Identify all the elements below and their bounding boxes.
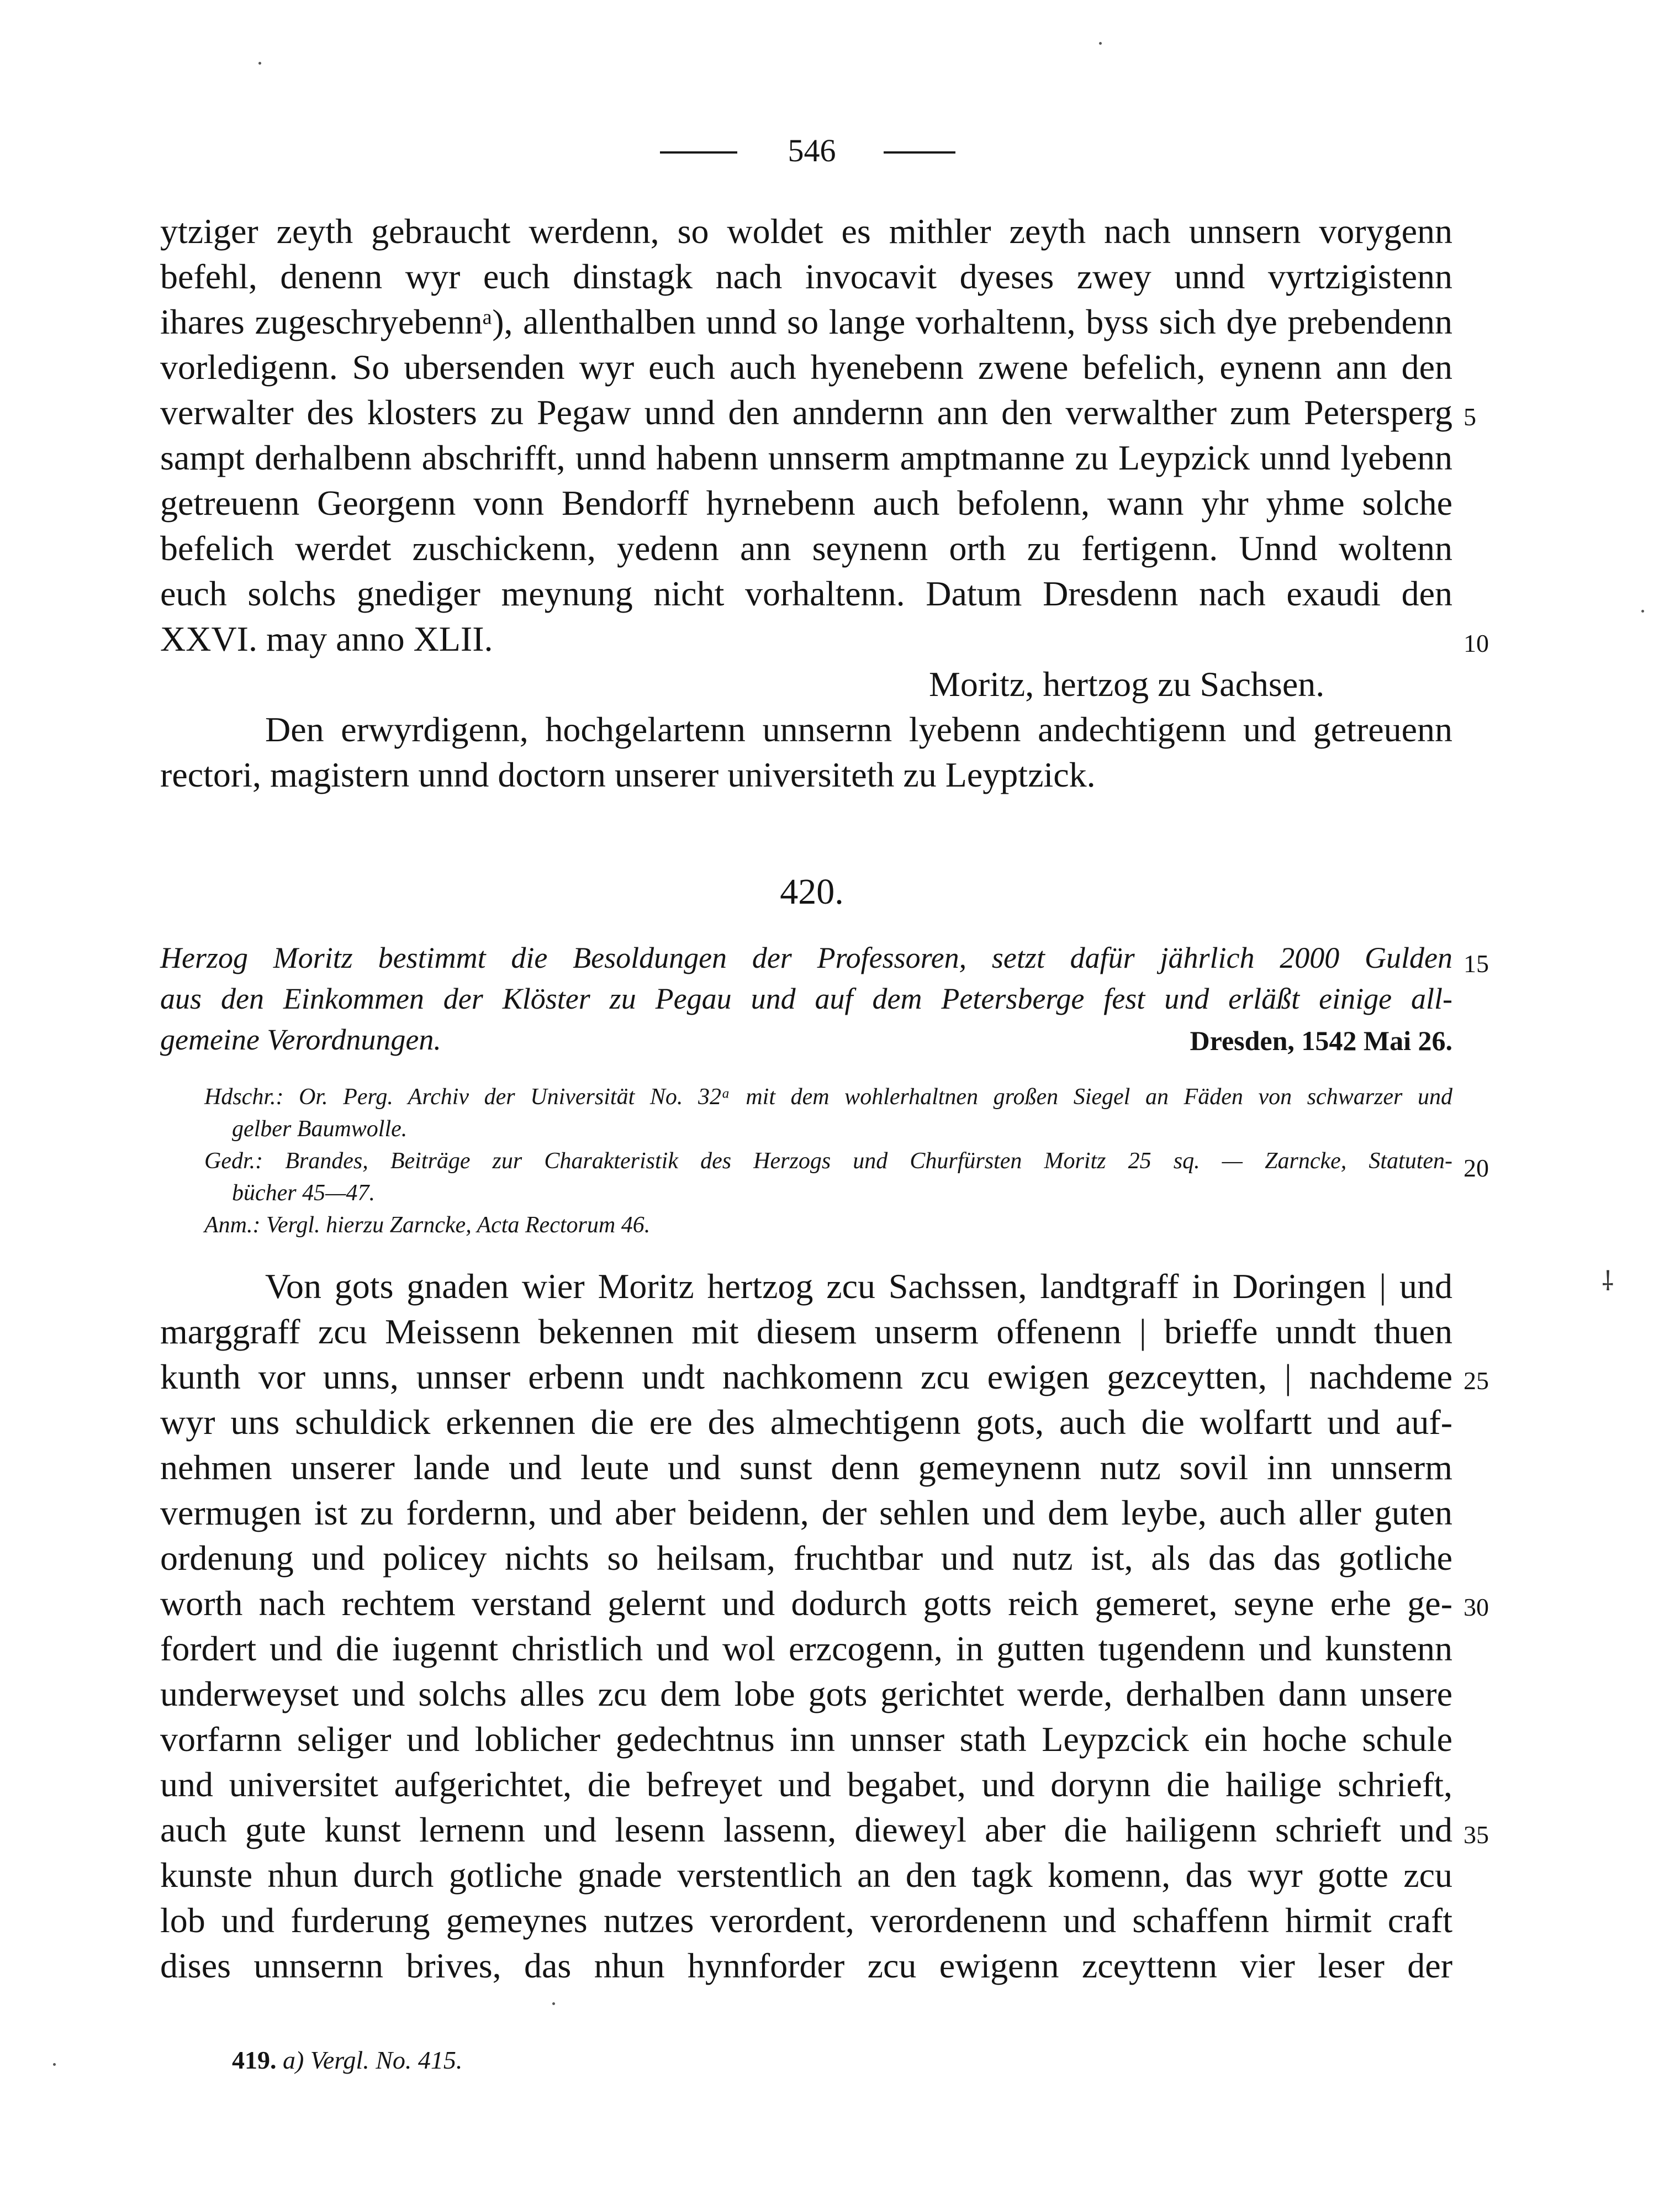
margin-mark-icon: ⸸ [1602, 1266, 1614, 1297]
continuation-line: euch solchs gnediger meynung nicht vorhaltenn. Datum Dresdenn nach exaudi den [160, 574, 1452, 613]
footnote [232, 2044, 462, 2077]
address-line: Den erwyrdigenn, hochgelartenn unnsernn lyebenn andechtigenn und getreuenn [265, 710, 1452, 749]
body-line: Von gots gnaden wier Moritz hertzog zcu Sachssen, landtgraff in Doringen | und [265, 1267, 1452, 1306]
scan-speck-icon [552, 2002, 555, 2005]
scan-speck-icon [1099, 42, 1102, 45]
continuation-line: vorledigenn. So ubersenden wyr euch auch hyenebenn zwene befelich, eynenn ann den [160, 347, 1452, 387]
line-number-20: 20 [1464, 1154, 1489, 1182]
note-gedr-cont: bücher 45—47. [232, 1180, 375, 1206]
note-gedr: Gedr.: Brandes, Beiträge zur Charakteristik des Herzogs und Churfürsten Moritz 25 sq. — Zarncke, Statuten- [204, 1148, 1452, 1174]
continuation-line: befelich werdet zuschickenn, yedenn ann seynenn orth zu fertigenn. Unnd woltenn [160, 529, 1452, 568]
body-line: nehmen unserer lande und leute und sunst denn gemeynenn nutz sovil inn unnserm [160, 1448, 1452, 1487]
body-line: und universitet aufgerichtet, die befreyet und begabet, und dorynn die hailige schrieft, [160, 1765, 1452, 1804]
footnote-text: a) Vergl. No. 415. [283, 2046, 463, 2074]
scan-speck-icon [53, 2063, 56, 2066]
continuation-line: sampt derhalbenn abschrifft, unnd habenn unnserm amptmanne zu Leypzick unnd lyebenn [160, 438, 1452, 477]
summary-line: gemeine Verordnungen. [160, 1023, 441, 1056]
note-hdschr-cont: gelber Baumwolle. [232, 1116, 408, 1142]
note-anm: Anm.: Vergl. hierzu Zarncke, Acta Rectorum 46. [204, 1212, 651, 1238]
line-number-5: 5 [1464, 403, 1476, 431]
body-line: kunste nhun durch gotliche gnade verstentlich an den tagk komenn, das wyr gotte zcu [160, 1855, 1452, 1895]
continuation-line: getreuenn Georgenn vonn Bendorff hyrnebenn auch befolenn, wann yhr yhme solche [160, 483, 1452, 523]
document-number: 420. [780, 872, 844, 912]
body-line: auch gute kunst lernenn und lesenn lassenn, dieweyl aber die hailigenn schrieft und [160, 1810, 1452, 1849]
body-line: worth nach rechtem verstand gelernt und dodurch gotts reich gemeret, seyne erhe ge- [160, 1584, 1452, 1623]
continuation-line: ytziger zeyth gebraucht werdenn, so woldet es mithler zeyth nach unnsern vorygenn [160, 212, 1452, 251]
body-line: vermugen ist zu fordernn, und aber beidenn, der sehlen und dem leybe, auch aller guten [160, 1493, 1452, 1532]
line-number-35: 35 [1464, 1821, 1489, 1849]
body-line: kunth vor unns, unnser erbenn undt nachkomenn zcu ewigen gezceytten, | nachdeme [160, 1357, 1452, 1396]
body-line: vorfarnn seliger und loblicher gedechtnus inn unnser stath Leypzcick ein hoche schule [160, 1719, 1452, 1759]
line-number-30: 30 [1464, 1593, 1489, 1621]
line-number-10: 10 [1464, 629, 1489, 657]
line-number-25: 25 [1464, 1367, 1489, 1395]
scan-speck-icon [1641, 610, 1644, 613]
header-rule-right [884, 151, 955, 154]
body-line: ordenung und policey nichts so heilsam, fruchtbar und nutz ist, als das das gotliche [160, 1538, 1452, 1578]
continuation-line: befehl, denenn wyr euch dinstagk nach invocavit dyeses zwey unnd vyrtzigistenn [160, 257, 1452, 296]
summary-line: aus den Einkommen der Klöster zu Pegau und auf dem Petersberge fest und erläßt einige all- [160, 982, 1452, 1015]
footnote-number: 419. [232, 2046, 277, 2074]
continuation-line: verwalter des klosters zu Pegaw unnd den anndernn ann den verwalther zum Petersperg [160, 393, 1452, 432]
body-line: lob und furderung gemeynes nutzes verordent, verordenenn und schaffenn hirmit craft [160, 1901, 1452, 1940]
signature: Moritz, hertzog zu Sachsen. [929, 664, 1325, 704]
header-rule-left [660, 151, 737, 154]
body-line: wyr uns schuldick erkennen die ere des almechtigenn gots, auch die wolfartt und auf- [160, 1402, 1452, 1442]
date-place: Dresden, 1542 Mai 26. [1190, 1025, 1452, 1056]
body-line: marggraff zcu Meissenn bekennen mit diesem unserm offenenn | brieffe unndt thuen [160, 1312, 1452, 1351]
page-number: 546 [788, 133, 836, 168]
summary-line: Herzog Moritz bestimmt die Besoldungen der Professoren, setzt dafür jährlich 2000 Gulden [160, 941, 1452, 974]
address-line: rectori, magistern unnd doctorn unserer universiteth zu Leyptzick. [160, 755, 1096, 794]
line-number-15: 15 [1464, 950, 1489, 978]
body-line: underweyset und solchs alles zcu dem lobe gots gerichtet werde, derhalben dann unsere [160, 1674, 1452, 1713]
body-line: dises unnsernn brives, das nhun hynnforder zcu ewigenn zceyttenn vier leser der [160, 1946, 1452, 1985]
body-line: fordert und die iugennt christlich und wol erzcogenn, in gutten tugendenn und kunstenn [160, 1629, 1452, 1668]
continuation-line: XXVI. may anno XLII. [160, 619, 493, 658]
page-header [0, 131, 1680, 170]
continuation-line: ihares zugeschryebennᵃ), allenthalben unnd so lange vorhaltenn, byss sich dye prebendenn [160, 302, 1452, 341]
scan-speck-icon [258, 62, 261, 65]
note-hdschr: Hdschr.: Or. Perg. Archiv der Universität No. 32ᵃ mit dem wohlerhaltnen großen Siegel an Fäden von schwarzer und [204, 1084, 1452, 1110]
